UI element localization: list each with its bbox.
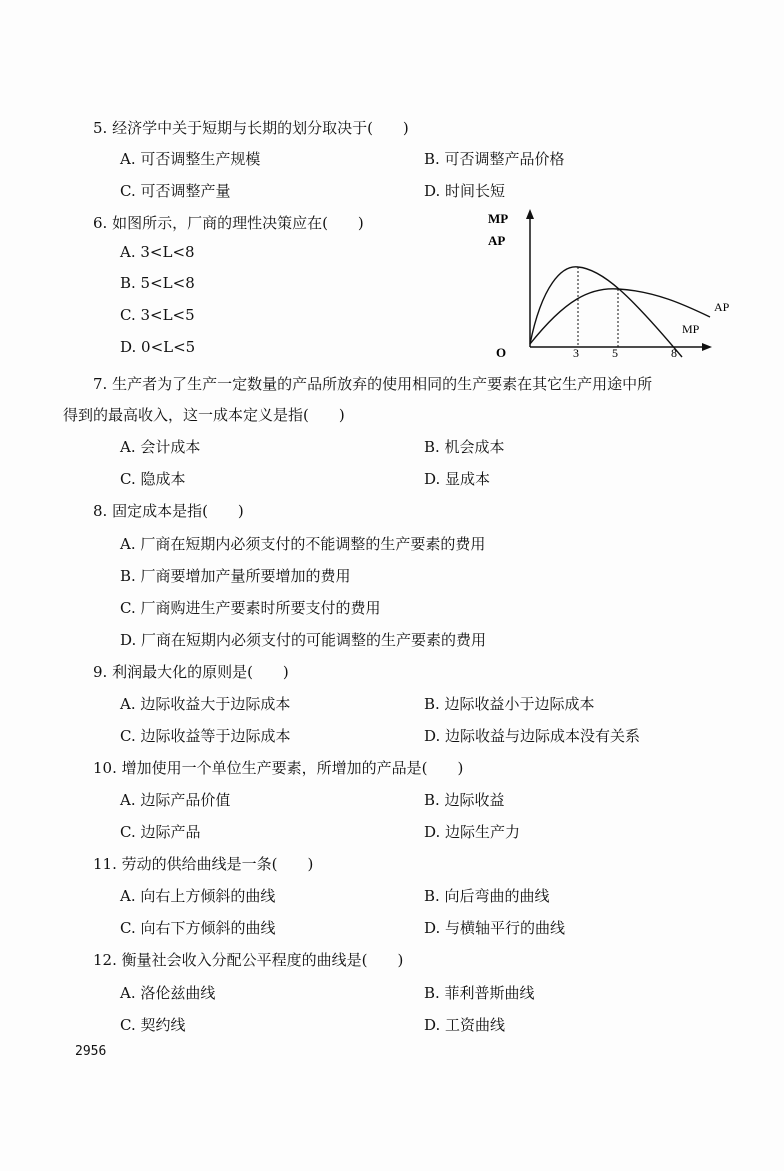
y-label-ap: AP bbox=[488, 233, 506, 248]
q12-option-d: D. 工资曲线 bbox=[424, 1016, 506, 1034]
q6-option-d: D. 0<L<5 bbox=[120, 338, 196, 356]
q8-option-d: D. 厂商在短期内必须支付的可能调整的生产要素的费用 bbox=[120, 631, 487, 649]
q7-option-a: A. 会计成本 bbox=[120, 438, 201, 456]
q5-option-d: D. 时间长短 bbox=[424, 182, 506, 200]
q10-option-c: C. 边际产品 bbox=[120, 823, 201, 841]
q12-option-a: A. 洛伦兹曲线 bbox=[120, 984, 216, 1002]
q9-option-c: C. 边际收益等于边际成本 bbox=[120, 727, 291, 745]
mp-ap-figure bbox=[480, 205, 740, 365]
q11-option-d: D. 与横轴平行的曲线 bbox=[424, 919, 566, 937]
q9-option-d: D. 边际收益与边际成本没有关系 bbox=[424, 727, 641, 745]
mp-curve-label: MP bbox=[682, 322, 700, 336]
q7-stem-line1: 7. 生产者为了生产一定数量的产品所放弃的使用相同的生产要素在其它生产用途中所 bbox=[93, 375, 653, 393]
page-number: 2956 bbox=[75, 1044, 107, 1059]
x-axis-arrow bbox=[702, 343, 712, 351]
q5-option-c: C. 可否调整产量 bbox=[120, 182, 231, 200]
q7-stem-line2: 得到的最高收入，这一成本定义是指( ) bbox=[63, 406, 345, 424]
q10-option-d: D. 边际生产力 bbox=[424, 823, 521, 841]
mp-curve bbox=[530, 267, 682, 357]
q5-option-b: B. 可否调整产品价格 bbox=[424, 150, 565, 168]
q8-option-c: C. 厂商购进生产要素时所要支付的费用 bbox=[120, 599, 381, 617]
q7-option-c: C. 隐成本 bbox=[120, 470, 186, 488]
x-tick-5: 5 bbox=[612, 346, 618, 360]
x-tick-3: 3 bbox=[573, 346, 579, 360]
q12-option-c: C. 契约线 bbox=[120, 1016, 186, 1034]
q5-stem: 5. 经济学中关于短期与长期的划分取决于( ) bbox=[93, 119, 409, 137]
q11-option-b: B. 向后弯曲的曲线 bbox=[424, 887, 550, 905]
q9-option-a: A. 边际收益大于边际成本 bbox=[120, 695, 291, 713]
x-tick-8: 8 bbox=[671, 346, 677, 360]
q11-stem: 11. 劳动的供给曲线是一条( ) bbox=[93, 855, 314, 873]
y-axis-arrow bbox=[526, 209, 534, 219]
q11-option-c: C. 向右下方倾斜的曲线 bbox=[120, 919, 276, 937]
q7-option-d: D. 显成本 bbox=[424, 470, 491, 488]
q8-option-b: B. 厂商要增加产量所要增加的费用 bbox=[120, 567, 351, 585]
q6-option-c: C. 3<L<5 bbox=[120, 306, 195, 324]
q8-option-a: A. 厂商在短期内必须支付的不能调整的生产要素的费用 bbox=[120, 535, 486, 553]
q7-option-b: B. 机会成本 bbox=[424, 438, 505, 456]
q9-option-b: B. 边际收益小于边际成本 bbox=[424, 695, 595, 713]
q10-stem: 10. 增加使用一个单位生产要素，所增加的产品是( ) bbox=[93, 759, 464, 777]
q9-stem: 9. 利润最大化的原则是( ) bbox=[93, 663, 289, 681]
q8-stem: 8. 固定成本是指( ) bbox=[93, 502, 244, 520]
q10-option-a: A. 边际产品价值 bbox=[120, 791, 231, 809]
q10-option-b: B. 边际收益 bbox=[424, 791, 505, 809]
q6-stem: 6. 如图所示，厂商的理性决策应在( ) bbox=[93, 214, 364, 232]
y-label-mp: MP bbox=[488, 211, 509, 226]
q12-option-b: B. 菲利普斯曲线 bbox=[424, 984, 535, 1002]
q11-option-a: A. 向右上方倾斜的曲线 bbox=[120, 887, 276, 905]
q12-stem: 12. 衡量社会收入分配公平程度的曲线是( ) bbox=[93, 951, 404, 969]
q6-option-b: B. 5<L<8 bbox=[120, 274, 195, 292]
origin-label: O bbox=[496, 345, 507, 360]
q6-option-a: A. 3<L<8 bbox=[120, 243, 195, 261]
ap-curve-label: AP bbox=[714, 300, 730, 314]
q5-option-a: A. 可否调整生产规模 bbox=[120, 150, 261, 168]
